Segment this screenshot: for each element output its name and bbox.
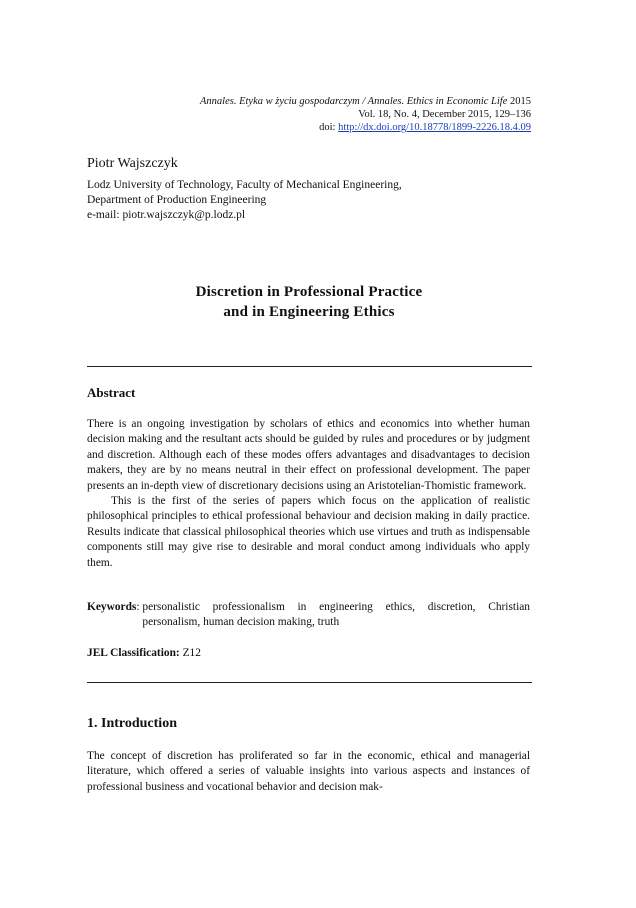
title-line-2: and in Engineering Ethics (223, 304, 395, 320)
abstract-paragraph-2: This is the first of the series of papers which focus on the application of realistic philosophical principles to ethical professional behaviour and decision making in daily practice. Results indicate that classical philosophical theories which use virtues and truth as indispensable components still may give rise to desirable and moral conduct among individuals who apply them. (87, 495, 530, 569)
author-email: e-mail: piotr.wajszczyk@p.lodz.pl (87, 209, 246, 221)
journal-header (200, 95, 531, 134)
journal-name: Annales. Etyka w życiu gospodarczym / Annales. Ethics in Economic Life (200, 96, 508, 107)
jel-value: Z12 (182, 647, 201, 659)
abstract-heading: Abstract (87, 385, 136, 400)
doi-label: doi: (319, 122, 336, 133)
divider-top (87, 366, 532, 367)
introduction-body (87, 749, 530, 795)
paper-title (87, 282, 531, 322)
keywords-label: Keywords (87, 601, 137, 613)
abstract-body (87, 417, 530, 571)
abstract-paragraph-1: There is an ongoing investigation by scholars of ethics and economics into whether human decision making and the resultant acts should be guided by rules and procedures or by judgment and discretion. Although each of these modes offers advantages and disadvantages to decision makers, they are by no means neutral in their effect on professional development. The paper presents an in-depth view of discretionary decisions using an Aristotelian-Thomistic framework. (87, 418, 530, 492)
journal-year: 2015 (510, 96, 531, 107)
jel-label: JEL Classification: (87, 647, 180, 659)
keywords-block: Keywords : personalistic professionalism in engineering ethics, discretion, Christian personalism, human decision making, truth (87, 600, 530, 631)
doi-link[interactable]: http://dx.doi.org/10.18778/1899-2226.18.4.09 (338, 122, 531, 133)
title-line-1: Discretion in Professional Practice (195, 284, 423, 300)
introduction-heading: 1. Introduction (87, 716, 177, 731)
volume-info: Vol. 18, No. 4, December 2015, 129–136 (358, 109, 531, 120)
divider-bottom (87, 682, 532, 683)
introduction-paragraph: The concept of discretion has proliferated so far in the economic, ethical and managerial literature, which offered a series of valuable insights into various aspects and instances of professional business and vocational behavior and decision mak- (87, 750, 530, 793)
keywords-values: personalistic professionalism in engineering ethics, discretion, Christian personalism, human decision making, truth (142, 601, 530, 629)
author-name: Piotr Wajszczyk (87, 156, 178, 171)
affiliation-line-1: Lodz University of Technology, Faculty of Mechanical Engineering, (87, 179, 402, 191)
affiliation-line-2: Department of Production Engineering (87, 194, 267, 206)
author-affiliation (87, 178, 402, 223)
jel-classification (87, 647, 201, 659)
